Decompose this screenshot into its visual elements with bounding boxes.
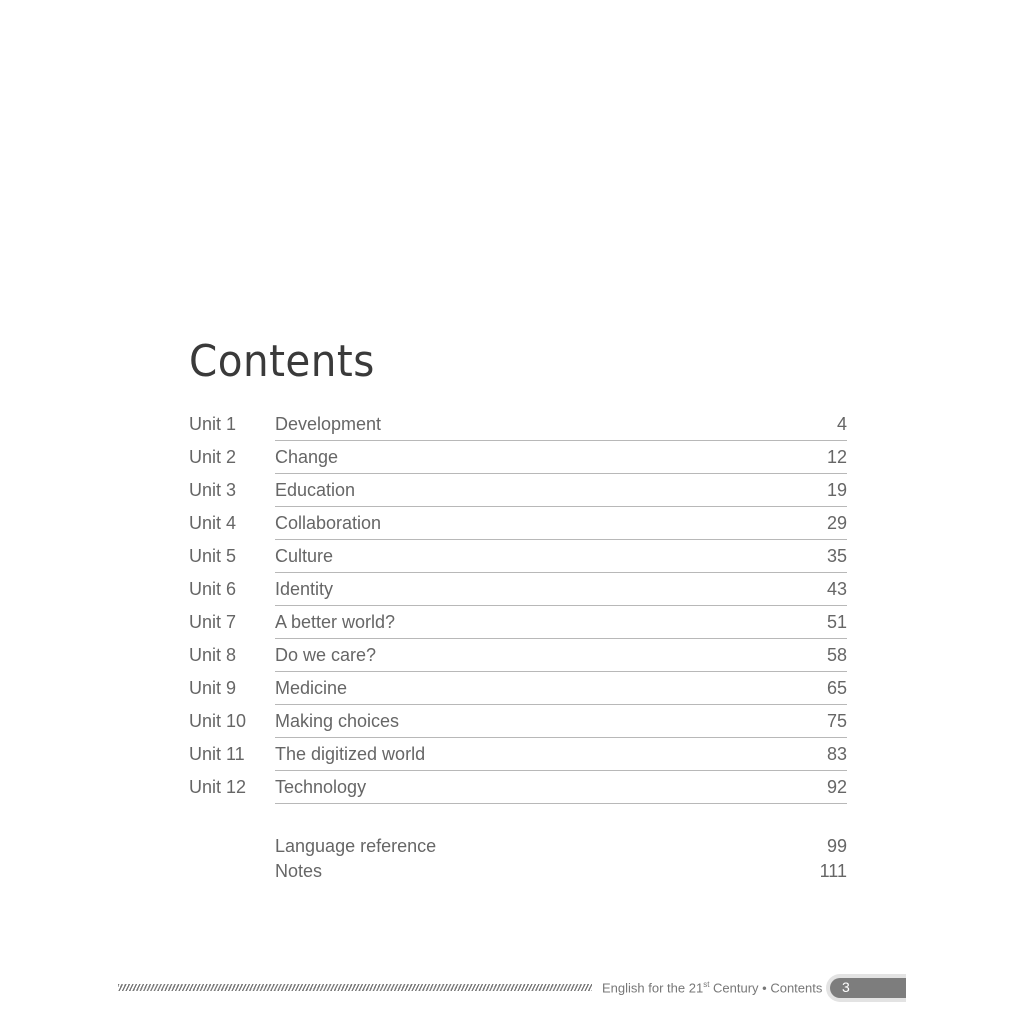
toc-row (189, 771, 847, 804)
toc-row (189, 705, 847, 738)
extra-row (275, 861, 847, 886)
extra-page-number: 99 (826, 836, 847, 856)
unit-page-number: 4 (836, 414, 847, 434)
unit-label: Unit 8 (189, 645, 237, 665)
unit-label: Unit 11 (189, 744, 245, 764)
unit-page-number: 58 (826, 645, 847, 665)
extra-row (275, 836, 847, 861)
unit-topic: Change (275, 447, 339, 467)
unit-topic: Making choices (275, 711, 400, 731)
unit-label: Unit 6 (189, 579, 237, 599)
unit-topic: Culture (275, 546, 334, 566)
toc-row (189, 738, 847, 771)
unit-topic: Technology (275, 777, 367, 797)
contents-table (189, 408, 847, 804)
unit-page-number: 83 (826, 744, 847, 764)
unit-page-number: 75 (826, 711, 847, 731)
page-footer (118, 972, 908, 1002)
extra-topic: Notes (275, 861, 323, 881)
extra-page-number: 111 (819, 861, 847, 881)
unit-topic: Education (275, 480, 356, 500)
toc-row (189, 606, 847, 639)
unit-label: Unit 10 (189, 711, 247, 731)
extra-topic: Language reference (275, 836, 437, 856)
hatched-rule (118, 984, 592, 991)
unit-topic: The digitized world (275, 744, 426, 764)
page-number-tab-inner (830, 978, 906, 998)
unit-topic: A better world? (275, 612, 396, 632)
unit-label: Unit 1 (189, 414, 237, 434)
toc-row (189, 507, 847, 540)
unit-label: Unit 4 (189, 513, 237, 533)
unit-topic: Identity (275, 579, 334, 599)
page-number-tab (826, 974, 906, 1002)
unit-page-number: 19 (826, 480, 847, 500)
row-divider (275, 803, 847, 804)
toc-row (189, 672, 847, 705)
unit-page-number: 92 (826, 777, 847, 797)
toc-row (189, 408, 847, 441)
footer-book-title: English for the 21st Century • Contents (602, 980, 823, 996)
unit-page-number: 43 (826, 579, 847, 599)
unit-label: Unit 3 (189, 480, 237, 500)
page-title: Contents (189, 336, 375, 387)
unit-label: Unit 5 (189, 546, 237, 566)
extras-list (275, 836, 847, 886)
unit-topic: Medicine (275, 678, 348, 698)
page-number: 3 (842, 979, 850, 995)
unit-label: Unit 9 (189, 678, 237, 698)
toc-row (189, 573, 847, 606)
unit-label: Unit 2 (189, 447, 237, 467)
unit-topic: Collaboration (275, 513, 382, 533)
unit-page-number: 51 (826, 612, 847, 632)
toc-row (189, 441, 847, 474)
toc-row (189, 639, 847, 672)
unit-topic: Do we care? (275, 645, 377, 665)
unit-page-number: 29 (826, 513, 847, 533)
unit-label: Unit 12 (189, 777, 247, 797)
unit-label: Unit 7 (189, 612, 237, 632)
unit-page-number: 35 (826, 546, 847, 566)
unit-page-number: 12 (826, 447, 847, 467)
unit-topic: Development (275, 414, 382, 434)
toc-row (189, 474, 847, 507)
unit-page-number: 65 (826, 678, 847, 698)
toc-row (189, 540, 847, 573)
